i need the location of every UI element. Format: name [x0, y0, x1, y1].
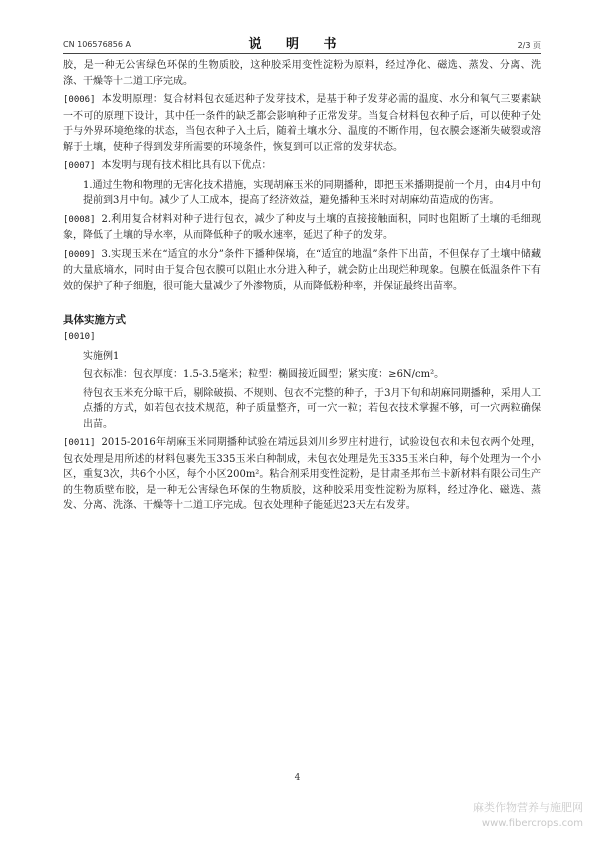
document-body	[63, 58, 541, 517]
paragraph-0006: [0006] 本发明原理：复合材料包衣延迟种子发芽技术，是基于种子发芽必需的温度、水分和氧气三要素缺一不可的原理下设计，其中任一条件的缺乏都会影响种子正常发芽。当复合材料包衣种子后，可以使种子处于与外界环境绝缘的状态，当包衣种子入土后，随着土壤水分、温度的不断作用，包衣膜会逐渐失破裂或溶解于土壤，使种子得到发芽所需要的环境条件，恢复到可以正常的发芽状态。	[63, 94, 541, 153]
section-title: 具体实施方式	[63, 314, 126, 326]
sowing-process: 待包衣玉米充分晾干后，剔除破损、不规则、包衣不完整的种子，于3月下旬和胡麻同期播种，采用人工点播的方式，如若包衣技术规范，种子质量整齐，可一穴一粒；若包衣技术掌握不够，可一穴两粒确保出苗。	[83, 387, 541, 430]
page-indicator: 2/3 页	[517, 41, 541, 50]
page-number: 4	[294, 773, 301, 783]
paragraph-tag: [0006]	[63, 95, 96, 105]
site-watermark	[473, 800, 583, 832]
paragraph-tag: [0007]	[63, 161, 96, 171]
paragraph-tag: [0009]	[63, 249, 96, 260]
paragraph-0011: [0011] 2015-2016年胡麻玉米同期播种试验在靖远县刘川乡罗庄村进行，试验设包衣和未包衣两个处理，包衣处理是用所述的材料包裹先玉335玉米白种制成，未包衣处理是先玉335玉米白种，每个处理为一个小区，重复3次，共6个小区，每个小区200m²。粘合剂采用变性淀粉，是甘肃圣邦布兰卡新材料有限公司生产的生物质壁布胶，是一种无公害绿色环保的生物质胶，这种胶采用变性淀粉为原料，经过净化、磁选、蒸发、分离、洗涤、干燥等十二道工序完成。包衣处理种子能延迟23天左右发芽。	[63, 437, 541, 511]
paragraph-0010	[63, 329, 541, 346]
advantage-1: 1.通过生物和物理的无害化技术措施，实现胡麻玉米的同期播种，即把玉米播期提前一个月，由4月中旬提前到3月中旬。减少了人工成本，提高了经济效益，避免播种玉米时对胡麻幼苗造成的伤害。	[83, 179, 541, 206]
paragraph-0008: [0008] 2.利用复合材料对种子进行包衣，减少了种皮与土壤的直接接触面积，同时也阻断了土壤的毛细现象，降低了土壤的导水率，从而降低种子的吸水速率，延迟了种子的发芽。	[63, 213, 541, 241]
header-divider	[63, 53, 541, 54]
document-title: 说 明 书	[248, 37, 347, 52]
paragraph-tag: [0011]	[63, 438, 96, 448]
watermark-title: 麻类作物营养与施肥网	[473, 801, 583, 814]
paragraph-tag: [0010]	[63, 332, 96, 342]
coating-standard: 包衣标准：包衣厚度：1.5-3.5毫米；粒型：椭圆接近圆型；紧实度：≥6N/cm²。	[83, 369, 445, 380]
example-title: 实施例1	[83, 350, 120, 362]
paragraph-0007: [0007] 本发明与现有技术相比具有以下优点：	[63, 160, 272, 171]
document-header	[0, 0, 595, 60]
paragraph-0009: [0009] 3.实现玉米在“适宜的水分”条件下播种保墒，在“适宜的地温”条件下出苗，不但保存了土壤中储藏的大量底墒水，同时由于复合包衣膜可以阻止水分进入种子，就会防止出现烂种现象。包膜在低温条件下有效的保护了种子细胞，很可能大量减少了外渗物质，从而降低粉种率，并保证最终出苗率。	[63, 248, 541, 292]
paragraph-continuation: 胶，是一种无公害绿色环保的生物质胶，这种胶采用变性淀粉为原料，经过净化、磁选、蒸发、分离、洗涤、干燥等十二道工序完成。	[63, 60, 541, 87]
paragraph-tag: [0008]	[63, 214, 96, 225]
patent-number: CN 106576856 A	[63, 40, 131, 49]
watermark-url: www.fibercrops.com	[481, 818, 583, 829]
